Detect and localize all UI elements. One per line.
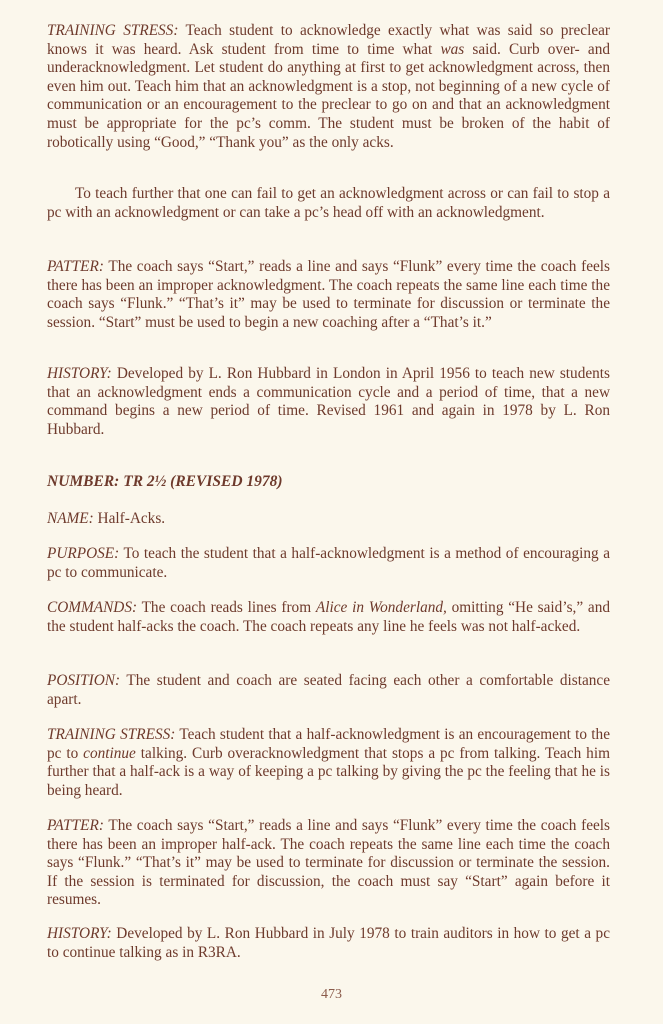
tr2-further-paragraph bbox=[47, 185, 610, 222]
history-label: HISTORY: bbox=[47, 365, 112, 382]
commands-text: The coach reads lines from bbox=[137, 599, 316, 616]
tr2-history bbox=[47, 365, 610, 439]
patter-text: The coach says “Start,” reads a line and says “Flunk” every time the coach feels there has been an improper acknowledgment. The coach repeats the same line each time the coach says “Flunk.” “That’s it” may be used to terminate for discussion or terminate the session. “Start” must be used to begin a new coaching after a “That’s it.” bbox=[47, 258, 610, 331]
training-stress-text-cont: talking. Curb overacknowledgment that stops a pc from talking. Teach him further that a half-ack is a way of keeping a pc talking by giving the pc the feeling that he is being heard. bbox=[47, 744, 610, 799]
commands-label: COMMANDS: bbox=[47, 599, 138, 616]
tr25-commands bbox=[47, 599, 610, 636]
history-text: Developed by L. Ron Hubbard in London in April 1956 to teach new students that an acknowledgment ends a communication cycle and a period of time, that a new command begins a new period of time. Revised 1961 and again in 1978 by L. Ron Hubbard. bbox=[47, 365, 610, 438]
page-number: 473 bbox=[321, 987, 342, 1002]
tr2-training-stress bbox=[47, 22, 610, 152]
training-stress-emphasis: continue bbox=[83, 744, 136, 762]
patter-label: PATTER: bbox=[47, 258, 104, 275]
history-text: Developed by L. Ron Hubbard in July 1978 to train auditors in how to get a pc to continue talking as in R3RA. bbox=[47, 925, 610, 961]
further-text: To teach further that one can fail to get an acknowledgment across or can fail to stop a pc with an acknowledgment or can take a pc’s head off with an acknowledgment. bbox=[47, 185, 610, 221]
patter-text: The coach says “Start,” reads a line and says “Flunk” every time the coach feels there has been an improper half-ack. The coach repeats the same line each time the coach says “Flunk.” “That’s it” may be used to terminate for discussion or terminate the session. If the session is terminated for discussion, the coach must say “Start” again before it resumes. bbox=[47, 817, 610, 909]
training-stress-text: Teach student that a half-acknowledgment is an encouragement to the pc to bbox=[47, 726, 610, 762]
purpose-text: To teach the student that a half-acknowledgment is a method of encouraging a pc to communicate. bbox=[47, 545, 610, 581]
tr25-patter bbox=[47, 817, 610, 910]
purpose-label: PURPOSE: bbox=[47, 545, 120, 562]
commands-book-title: Alice in Wonderland, bbox=[315, 599, 447, 616]
training-stress-emphasis: was bbox=[440, 40, 465, 58]
section-number-heading: NUMBER: TR 2½ (REVISED 1978) bbox=[47, 473, 283, 490]
tr25-heading bbox=[47, 472, 610, 491]
tr25-purpose bbox=[47, 545, 610, 582]
tr25-name bbox=[47, 510, 610, 529]
tr2-patter bbox=[47, 258, 610, 332]
history-label: HISTORY: bbox=[47, 925, 112, 942]
name-text: Half-Acks. bbox=[93, 510, 166, 527]
commands-text-cont: omitting “He said’s,” and the student half-acks the coach. The coach repeats any line he feels was not half-acked. bbox=[47, 599, 611, 635]
tr25-history bbox=[47, 925, 610, 962]
training-stress-label: TRAINING STRESS: bbox=[47, 22, 179, 39]
position-text: The student and coach are seated facing each other a comfortable distance apart. bbox=[47, 672, 610, 708]
tr25-training-stress bbox=[47, 726, 610, 800]
training-stress-label: TRAINING STRESS: bbox=[47, 726, 176, 743]
training-stress-text-cont: said. Curb over- and underacknowledgment. Let student do anything at first to get acknowledgment across, then even him out. Teach him that an acknowledgment is a stop, not beginning of a new cycle of communication or an encouragement to the preclear to go on and that an acknowledgment must be appropriate for the pc’s comm. The student must be broken of the habit of robotically using “Good,” “Thank you” as the only acks. bbox=[47, 40, 610, 151]
name-label: NAME: bbox=[47, 510, 94, 527]
training-stress-text: Teach student to acknowledge exactly what was said so preclear knows it was heard. Ask student from time to time what bbox=[47, 22, 610, 58]
patter-label: PATTER: bbox=[47, 817, 104, 834]
position-label: POSITION: bbox=[47, 672, 121, 689]
tr25-position bbox=[47, 672, 610, 709]
